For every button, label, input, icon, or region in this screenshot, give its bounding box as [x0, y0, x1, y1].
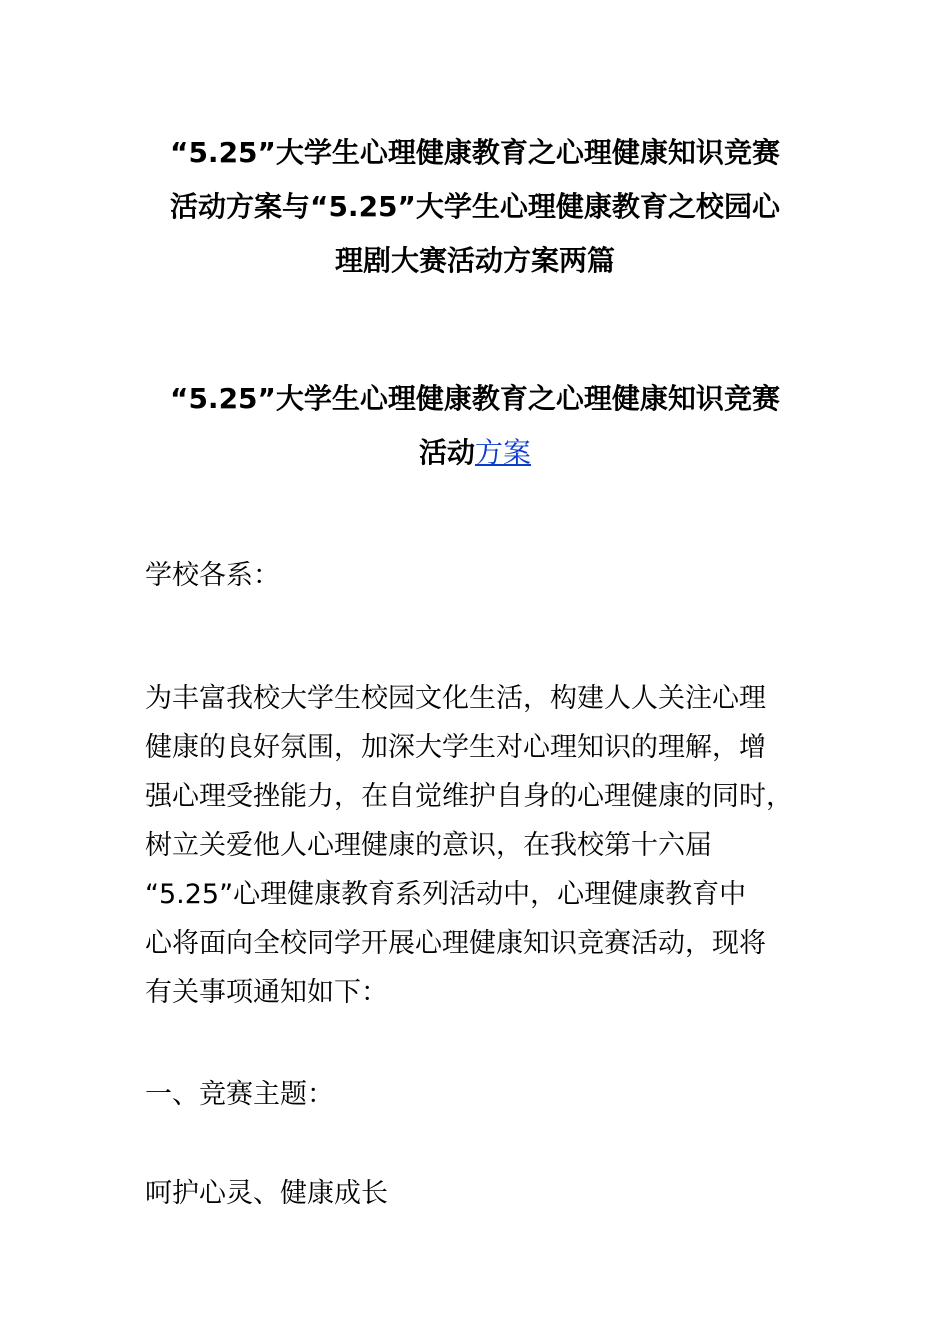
main-title	[120, 126, 830, 288]
section-title-line-1: “5.25”大学生心理健康教育之心理健康知识竞赛	[170, 382, 780, 415]
greeting: 学校各系：	[145, 560, 280, 591]
intro-line-3: 强心理受挫能力，在自觉维护自身的心理健康的同时，	[145, 781, 793, 812]
intro-line-5: “5.25”心理健康教育系列活动中，心理健康教育中	[145, 879, 747, 910]
intro-line-4: 树立关爱他人心理健康的意识，在我校第十六届	[145, 830, 712, 861]
main-title-line-2: 活动方案与“5.25”大学生心理健康教育之校园心	[170, 190, 780, 223]
section-title-line-2-prefix: 活动	[418, 436, 475, 469]
main-title-line-3: 理剧大赛活动方案两篇	[334, 244, 615, 277]
intro-line-7: 有关事项通知如下：	[145, 977, 388, 1008]
intro-line-1: 为丰富我校大学生校园文化生活，构建人人关注心理	[145, 683, 766, 714]
section-title	[120, 372, 830, 480]
section-title-line-2	[120, 426, 830, 480]
intro-paragraph	[145, 674, 845, 1017]
theme-text: 呵护心灵、健康成长	[145, 1178, 388, 1209]
intro-line-2: 健康的良好氛围，加深大学生对心理知识的理解，增	[145, 732, 766, 763]
intro-line-6: 心将面向全校同学开展心理健康知识竞赛活动，现将	[145, 928, 766, 959]
main-title-line-1: “5.25”大学生心理健康教育之心理健康知识竞赛	[170, 136, 780, 169]
plan-link[interactable]: 方案	[475, 436, 532, 469]
section-heading-theme: 一、竞赛主题：	[145, 1079, 334, 1110]
